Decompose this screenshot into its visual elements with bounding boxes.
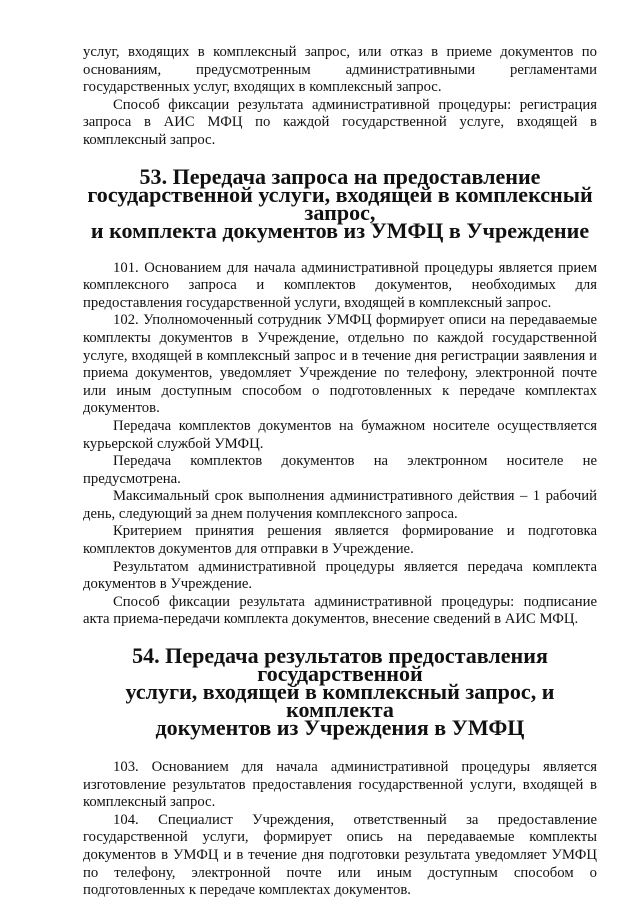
document-page (83, 44, 597, 900)
paragraph-101: 101. Основанием для начала административной процедуры является прием комплексного запроса и комплектов документов, необходимых для предоставления государственной услуги, входящей в комплексный запрос. (83, 259, 597, 311)
heading-54-line-3: документов из Учреждения в УМФЦ (155, 715, 525, 741)
heading-53-line-3: и комплекта документов из УМФЦ в Учреждение (90, 217, 590, 243)
paragraph-decision-criterion: Критерием принятия решения является формирование и подготовка комплектов документов для отправки в Учреждение. (83, 523, 597, 558)
paragraph-paper-transfer: Передача комплектов документов на бумажном носителе осуществляется курьерской службой УМФЦ. (83, 417, 597, 452)
paragraph-fixation-method-registration: Способ фиксации результата административной процедуры: регистрация запроса в АИС МФЦ по каждой государственной услуге, входящей в комплексный запрос. (83, 96, 597, 148)
paragraph-104: 104. Специалист Учреждения, ответственный за предоставление государственной услуги, формирует опись на передаваемые комплекты документов в УМФЦ и в течение дня подготовки результата уведомляет УМФЦ по телефону, электронной почте или иным доступным способом о подготовленных к передаче комплектах документов. (83, 811, 597, 899)
paragraph-fixation-method-act: Способ фиксации результата административной процедуры: подписание акта приема-передачи комплекта документов, внесение сведений в АИС МФЦ. (83, 593, 597, 628)
paragraph-continuation: услуг, входящих в комплексный запрос, или отказ в приеме документов по основаниям, предусмотренным административными регламентами государственных услуг, входящих в комплексный запрос. (83, 44, 597, 96)
section-heading-54 (83, 643, 597, 741)
paragraph-103: 103. Основанием для начала административной процедуры является изготовление результатов предоставления государственной услуги, входящей в комплексный запрос. (83, 759, 597, 811)
paragraph-102: 102. Уполномоченный сотрудник УМФЦ формирует описи на передаваемые комплекты документов в Учреждение, отдельно по каждой государственной услуге, входящей в комплексный запрос и в течение дня регистрации заявления и приема документов, уведомляет Учреждение по телефону, электронной почте или иным доступным способом о подготовленных к передаче комплектах документов. (83, 312, 597, 417)
heading-54-line-2: услуги, входящей в комплексный запрос, и комплекта (125, 679, 555, 723)
paragraph-electronic-transfer: Передача комплектов документов на электронном носителе не предусмотрена. (83, 453, 597, 487)
paragraph-procedure-result: Результатом административной процедуры является передача комплекта документов в Учреждение. (83, 558, 597, 593)
heading-53-line-2: государственной услуги, входящей в комплексный запрос, (87, 181, 593, 225)
heading-54-line-1: 54. Передача результатов предоставления государственной (132, 643, 548, 687)
paragraph-max-term: Максимальный срок выполнения административного действия – 1 рабочий день, следующий за днем получения комплексного запроса. (83, 488, 597, 522)
heading-53-line-1: 53. Передача запроса на предоставление (139, 163, 541, 189)
section-heading-53 (83, 163, 597, 243)
